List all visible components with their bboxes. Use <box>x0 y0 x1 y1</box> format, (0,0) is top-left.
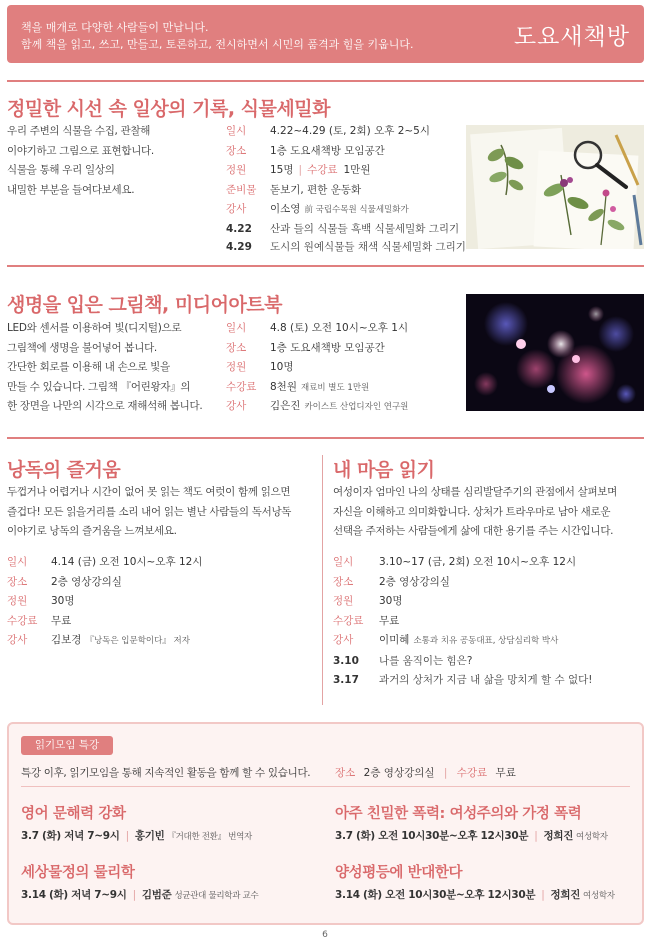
value-place: 1층 도요새책방 모임공간 <box>270 341 385 354</box>
section3-title: 낭독의 즐거움 <box>7 459 121 481</box>
schedule-row <box>333 671 592 690</box>
label-capacity: 정원 <box>333 595 354 607</box>
value-place: 2층 영상강의실 <box>379 575 450 588</box>
talk-speaker-note: 성균관대 물리학과 교수 <box>174 891 259 901</box>
section4-description <box>333 483 645 542</box>
label-lecturer: 강사 <box>333 634 354 646</box>
talk-info <box>21 828 252 843</box>
label-place: 장소 <box>226 341 247 354</box>
value-lecturer: 김은진 <box>270 400 301 412</box>
desc-line: 내밀한 부분을 들여다보세요. <box>7 183 135 196</box>
fee-note: 재료비 별도 1만원 <box>300 382 370 393</box>
header-tagline <box>21 19 413 53</box>
schedule-row <box>226 238 466 256</box>
schedule-text: 산과 들의 식물들 흑백 식물세밀화 그리기 <box>270 223 460 235</box>
desc-line: 여성이자 엄마인 나의 상태를 심리발달주기의 관점에서 살펴보며 <box>333 486 617 498</box>
schedule-date: 3.10 <box>333 655 359 667</box>
desc-line: 한 장면을 나만의 시각으로 재해석해 봅니다. <box>7 400 203 412</box>
label-fee: 수강료 <box>456 767 488 779</box>
label-date: 일시 <box>226 125 247 137</box>
desc-line: 선택을 주저하는 사람들에게 삶에 대한 용기를 주는 시간입니다. <box>333 525 614 537</box>
section2-description <box>7 319 222 417</box>
label-fee: 수강료 <box>226 380 257 393</box>
value-supplies: 돋보기, 편한 운동화 <box>270 183 362 196</box>
section4-schedule <box>333 652 592 690</box>
special-intro: 특강 이후, 읽기모임을 통해 지속적인 활동을 함께 할 수 있습니다. <box>21 767 311 779</box>
schedule-row <box>226 220 466 238</box>
lecturer-note: 『낭독은 입문학이다』 저자 <box>85 636 190 646</box>
label-place: 장소 <box>7 575 28 588</box>
schedule-row <box>333 652 592 671</box>
talk-info <box>335 887 615 902</box>
section1-info <box>226 122 430 220</box>
lecturer-note: 소통과 치유 공동대표, 상담심리학 박사 <box>413 636 559 646</box>
separator: | <box>534 830 538 842</box>
talk-speaker-note: 여성학자 <box>576 832 608 842</box>
talk-speaker-note: 『거대한 전환』 번역자 <box>167 832 252 842</box>
schedule-text: 나를 움직이는 힘은? <box>379 655 473 667</box>
value-date: 4.14 (금) 오전 10시~오후 12시 <box>51 556 203 568</box>
label-lecturer: 강사 <box>226 203 247 215</box>
header-line-2: 함께 책을 읽고, 쓰고, 만들고, 토론하고, 전시하면서 시민의 품격과 힘을 키웁니다. <box>21 38 414 51</box>
talk-when: 3.14 (화) 오전 10시30분~오후 12시30분 <box>335 889 536 901</box>
label-fee: 수강료 <box>307 164 338 176</box>
desc-line: 우리 주변의 식물을 수집, 관찰해 <box>7 125 151 137</box>
special-lecture-box <box>7 722 644 925</box>
section3-description <box>7 483 317 542</box>
desc-line: 즐겁다! 모든 읽을거리를 소리 내어 읽는 별난 사람들의 독서낭독 <box>7 505 292 518</box>
separator: | <box>125 830 129 842</box>
value-place: 1층 도요새책방 모임공간 <box>270 144 385 157</box>
desc-line: 간단한 회로를 이용해 내 손으로 빛을 <box>7 361 170 373</box>
value-lecturer: 김보경 <box>51 634 82 646</box>
section2-title: 생명을 입은 그림책, 미디어아트북 <box>7 294 283 316</box>
label-lecturer: 강사 <box>7 634 28 646</box>
schedule-date: 4.22 <box>226 223 252 235</box>
talk-info <box>21 887 258 902</box>
value-lecturer: 이소영 <box>270 203 301 215</box>
talk-title: 아주 친밀한 폭력: 여성주의와 가정 폭력 <box>335 806 582 822</box>
special-location <box>335 765 516 780</box>
section1-schedule <box>226 220 466 256</box>
label-fee: 수강료 <box>7 614 38 627</box>
header-banner <box>7 5 644 63</box>
section1-title: 정밀한 시선 속 일상의 기록, 식물세밀화 <box>7 98 330 120</box>
label-date: 일시 <box>226 322 247 334</box>
value-date: 3.10~17 (금, 2회) 오전 10시~오후 12시 <box>379 556 577 568</box>
label-capacity: 정원 <box>7 595 28 607</box>
header-line-1: 책을 매개로 다양한 사람들이 만납니다. <box>21 21 209 34</box>
desc-line: 그림책에 생명을 불어넣어 봅니다. <box>7 341 157 354</box>
special-lecture-tag: 읽기모임 특강 <box>21 736 113 755</box>
value-place: 2층 영상강의실 <box>363 767 435 779</box>
desc-line: 이야기로 낭독의 즐거움을 느껴보세요. <box>7 525 177 537</box>
label-capacity: 정원 <box>226 361 247 373</box>
talk-speaker: 김범준 <box>141 889 172 901</box>
talk-speaker: 정희진 <box>543 830 574 842</box>
media-art-lights-image <box>466 294 644 411</box>
label-capacity: 정원 <box>226 164 247 176</box>
section-divider <box>7 265 644 267</box>
value-fee: 무료 <box>495 767 516 779</box>
desc-line: 만들 수 있습니다. 그림책 『어린왕자』의 <box>7 380 191 393</box>
desc-line: LED와 센서를 이용하여 빛(디지털)으로 <box>7 322 182 334</box>
value-date: 4.8 (토) 오전 10시~오후 1시 <box>270 322 409 334</box>
label-date: 일시 <box>7 556 28 568</box>
talk-info <box>335 828 608 843</box>
column-divider <box>322 455 323 705</box>
label-date: 일시 <box>333 556 354 568</box>
talk-when: 3.7 (화) 저녁 7~9시 <box>21 830 120 842</box>
schedule-date: 4.29 <box>226 241 252 253</box>
talk-speaker: 홍기빈 <box>134 830 165 842</box>
value-place: 2층 영상강의실 <box>51 575 122 588</box>
value-date: 4.22~4.29 (토, 2회) 오후 2~5시 <box>270 125 430 137</box>
value-fee: 무료 <box>379 614 400 627</box>
label-place: 장소 <box>226 144 247 157</box>
talk-when: 3.14 (화) 저녁 7~9시 <box>21 889 127 901</box>
label-lecturer: 강사 <box>226 400 247 412</box>
label-place: 장소 <box>335 767 356 779</box>
section2-info <box>226 319 408 417</box>
schedule-text: 과거의 상처가 지금 내 삶을 망치게 할 수 없다! <box>379 674 593 686</box>
separator: | <box>443 767 448 779</box>
special-divider <box>21 786 630 787</box>
schedule-text: 도시의 원예식물들 채색 식물세밀화 그리기 <box>270 241 466 253</box>
desc-line: 식물을 통해 우리 일상의 <box>7 164 115 176</box>
section4-title: 내 마음 읽기 <box>333 459 435 481</box>
talk-title: 영어 문해력 강화 <box>21 806 126 822</box>
desc-line: 이야기하고 그림으로 표현합니다. <box>7 144 154 157</box>
page-number: 6 <box>322 930 328 940</box>
talk-when: 3.7 (화) 오전 10시30분~오후 12시30분 <box>335 830 529 842</box>
section-divider <box>7 80 644 82</box>
section-divider <box>7 437 644 439</box>
section1-description <box>7 122 222 200</box>
desc-line: 자신을 이해하고 의미화합니다. 상처가 트라우마로 남아 새로운 <box>333 505 611 518</box>
value-capacity: 15명 <box>270 164 294 176</box>
section4-info <box>333 553 576 651</box>
value-capacity: 10명 <box>270 361 294 373</box>
value-capacity: 30명 <box>379 595 403 607</box>
separator: | <box>132 889 136 901</box>
lecturer-note: 前 국립수목원 식물세밀화가 <box>304 205 409 215</box>
value-capacity: 30명 <box>51 595 75 607</box>
label-supplies: 준비물 <box>226 183 257 196</box>
schedule-date: 3.17 <box>333 674 359 686</box>
talk-speaker-note: 여성학자 <box>583 891 615 901</box>
section3-info <box>7 553 202 651</box>
separator: | <box>541 889 545 901</box>
talk-title: 양성평등에 반대한다 <box>335 865 463 881</box>
desc-line: 두껍거나 어렵거나 시간이 없어 못 읽는 책도 여럿이 함께 읽으면 <box>7 486 291 498</box>
talk-speaker: 정희진 <box>550 889 581 901</box>
separator: | <box>298 164 303 176</box>
value-lecturer: 이미혜 <box>379 634 410 646</box>
label-place: 장소 <box>333 575 354 588</box>
value-fee: 8천원 <box>270 380 297 393</box>
label-fee: 수강료 <box>333 614 364 627</box>
value-fee: 무료 <box>51 614 72 627</box>
value-fee: 1만원 <box>343 164 371 176</box>
botanical-illustration-image <box>466 125 644 249</box>
lecturer-note: 카이스트 산업디자인 연구원 <box>304 402 409 412</box>
brand-title: 도요새책방 <box>513 24 630 50</box>
talk-title: 세상물정의 물리학 <box>21 865 135 881</box>
